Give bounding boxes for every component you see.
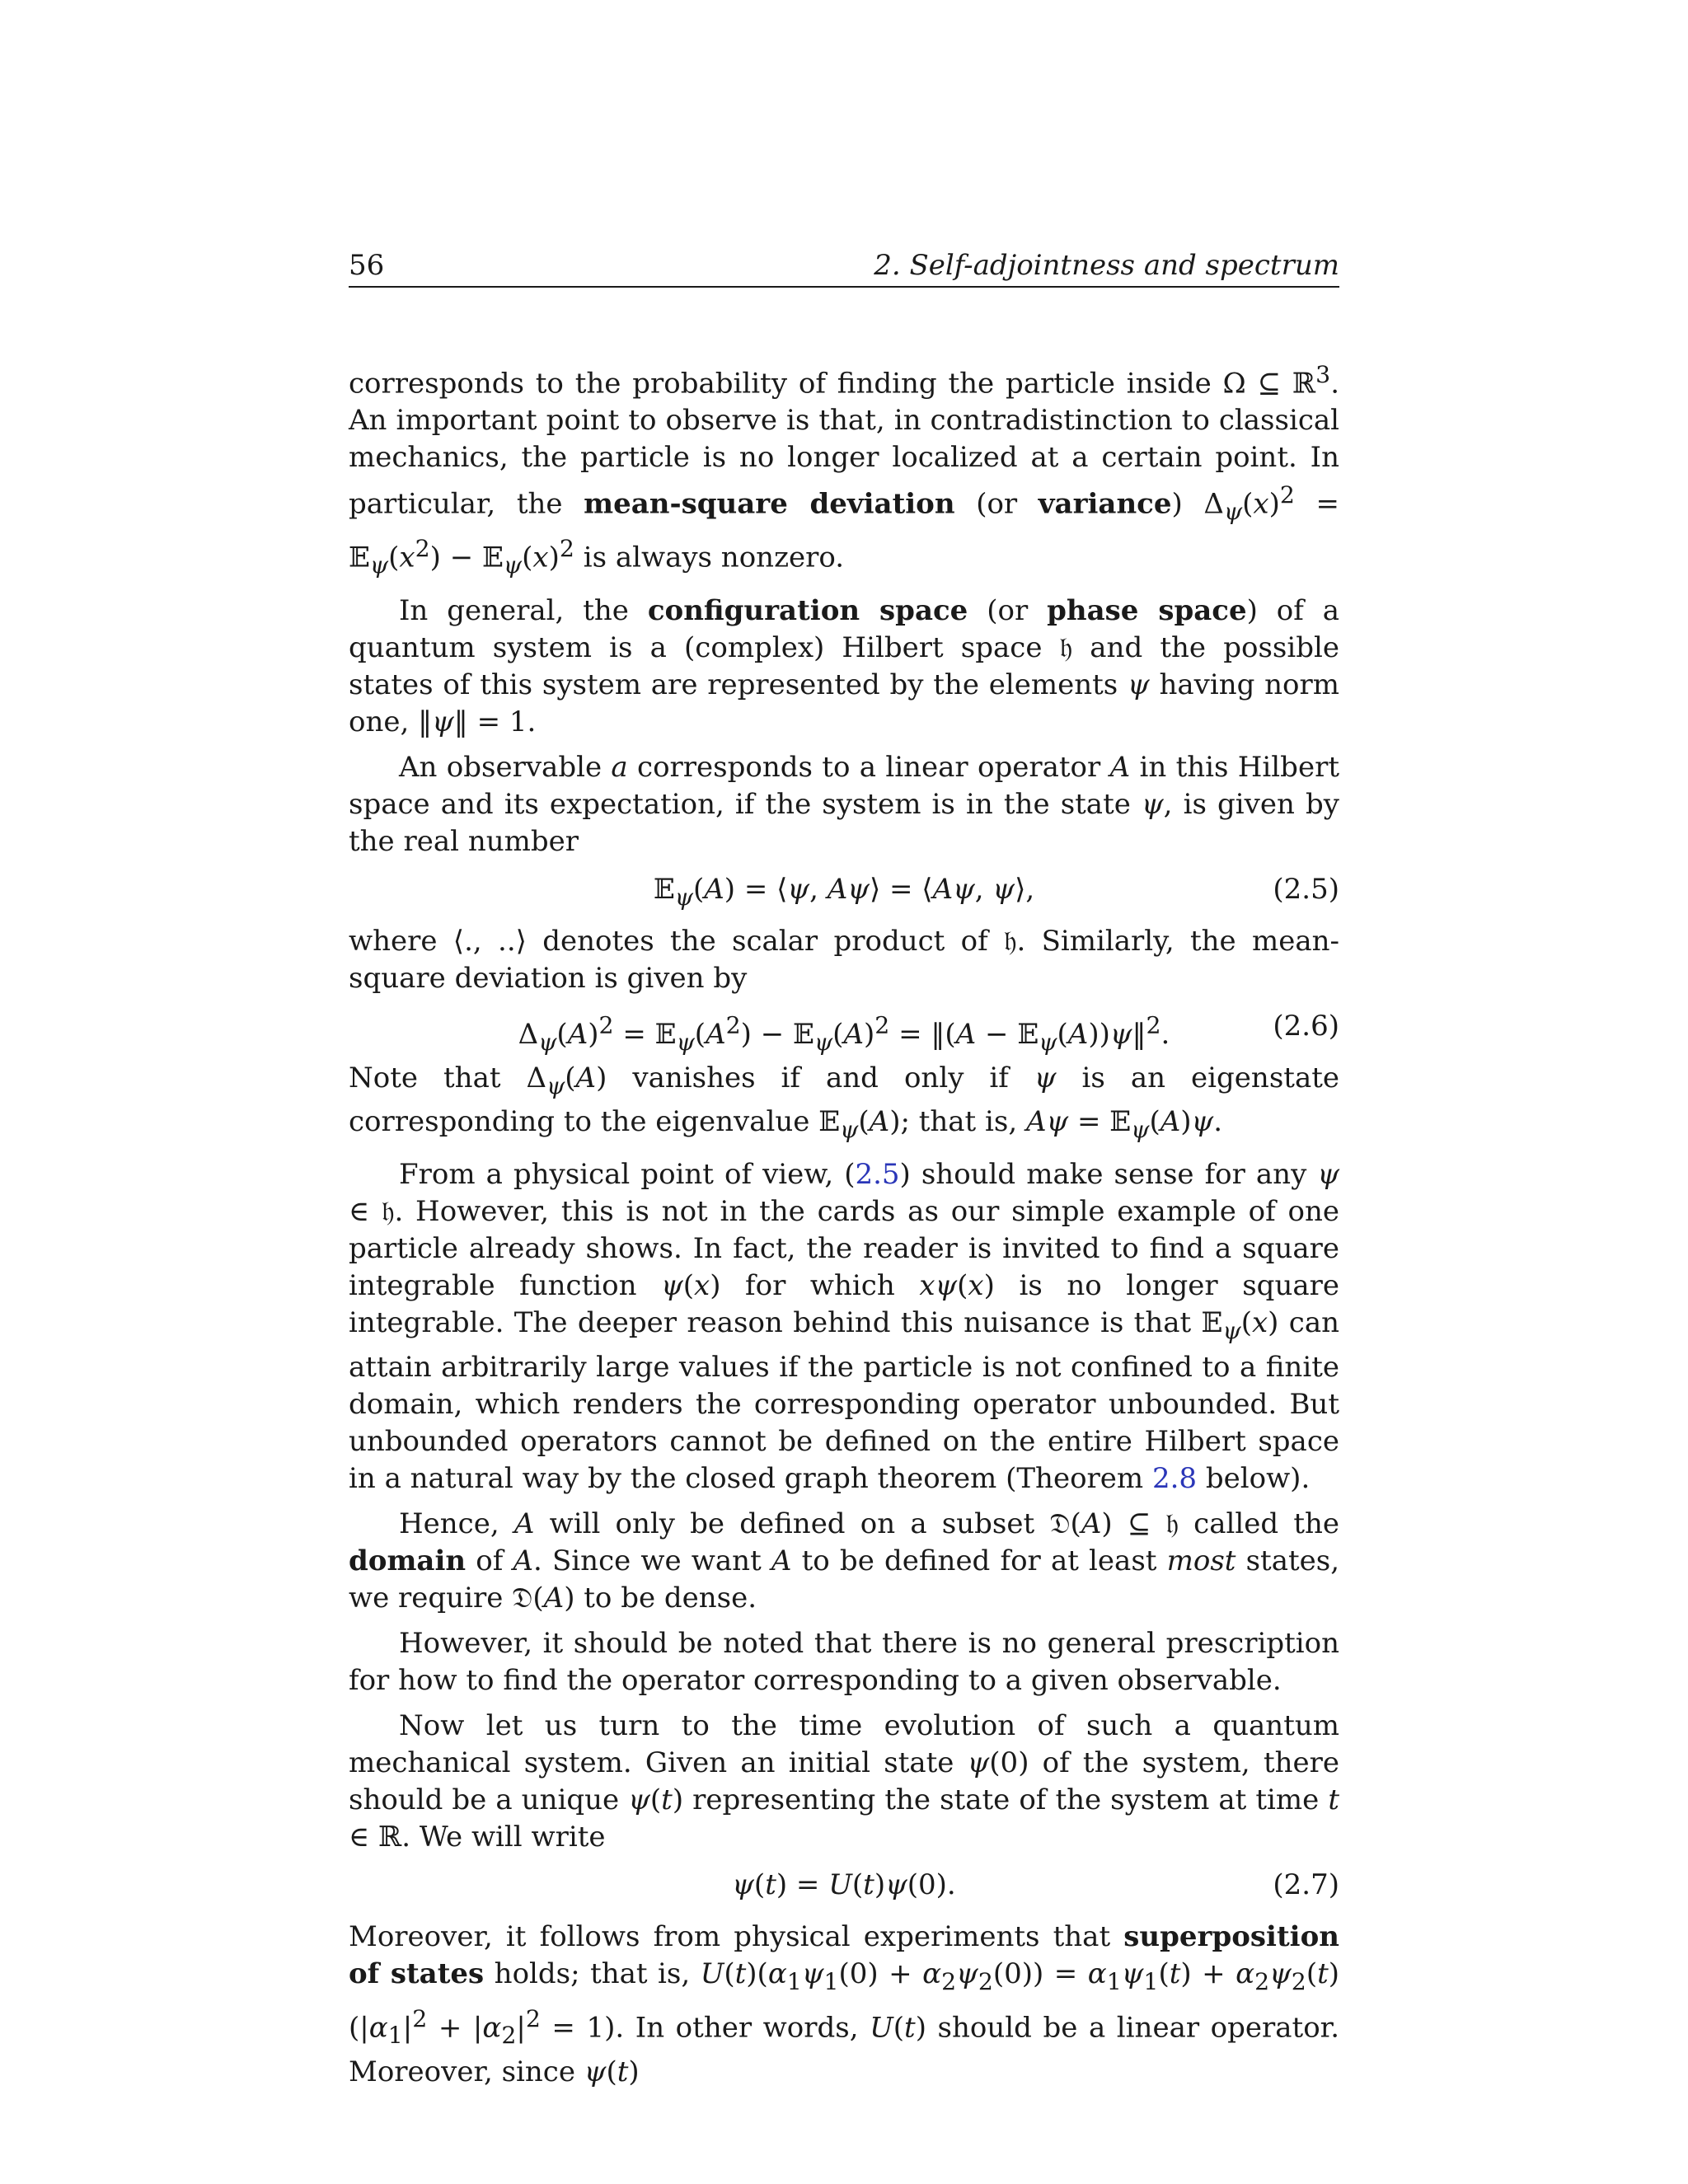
equation-number: (2.7) [1273, 1868, 1339, 1901]
theorem-link-2-8[interactable]: 2.8 [1151, 1461, 1198, 1495]
paragraph-configuration-space: In general, the configuration space (or phase space) of a quantum system is a (complex) Hilbert space 𝔥 and the possible states of this system are represented by the elements ψ having norm one, ‖ψ‖ = 1. [349, 593, 1340, 738]
equation-2-7-body: ψ(t) = U(t)ψ(0). [732, 1868, 956, 1901]
running-title: 2. Self-adjointness and spectrum [874, 249, 1339, 282]
paragraph-scalar-product: where ⟨., ..⟩ denotes the scalar product of 𝔥. Similarly, the mean-square deviation is given by [349, 924, 1339, 995]
page-number: 56 [349, 249, 385, 282]
equation-2-7 [349, 1864, 1339, 1905]
equation-2-6-body: $\Delta_\psi(A)^2$ = $𝔼_\psi(A^2)$ − $𝔼_\psi(A)^2$ = ‖(A − 𝔼$_\psi$(A))ψ‖$^2$. [518, 1011, 1170, 1056]
equation-2-5-body: 𝔼$_\psi$(A) = ⟨ψ, Aψ⟩ = ⟨Aψ, ψ⟩, [653, 872, 1035, 911]
paragraph-domain: Hence, A will only be defined on a subset 𝔇(A) ⊆ 𝔥 called the domain of A. Since we want A to be defined for at least most states, we require 𝔇(A) to be dense. [349, 1507, 1340, 1615]
page-body [349, 356, 1339, 2099]
book-page [349, 0, 1339, 2184]
equation-2-5 [349, 869, 1339, 910]
equation-number: (2.6) [1273, 1009, 1339, 1043]
paragraph-eigenstate: Note that $\Delta_\psi(A)$ vanishes if and only if ψ is an eigenstate corresponding to the eigenvalue 𝔼$_\psi$(A); that is, Aψ = 𝔼$_\psi$(A)ψ. [349, 1061, 1339, 1144]
equation-link-2-5[interactable]: 2.5 [855, 1158, 900, 1192]
equation-2-6 [349, 1005, 1339, 1056]
running-header [349, 245, 1339, 288]
equation-number: (2.5) [1273, 872, 1339, 906]
paragraph-superposition: Moreover, it follows from physical experiments that superposition of states holds; that is, $U(t)(\alpha_1\psi_1(0) + \alpha_2\psi_2(0)) = \alpha_1\psi_1(t) + \alpha_2\psi_2(t) (|\alpha_1|^2 + |\alpha_2|^2 = 1)$. In other words, U(t) should be a linear operator. Moreover, since ψ(t) [349, 1919, 1340, 2088]
paragraph-observable: An observable a corresponds to a linear operator A in this Hilbert space and its expectation, if the system is in the state ψ, is given by the real number [349, 750, 1340, 858]
paragraph-probability: corresponds to the probability of finding the particle inside Ω ⊆ ℝ$^3$. An important point to observe is that, in contradistinction to classical mechanics, the particle is no longer localized at a certain point. In particular, the mean-square deviation (or variance) $\Delta_\psi(x)^2$ = $𝔼_\psi(x^2)$ − $𝔼_\psi(x)^2$ is always nonzero. [349, 361, 1340, 579]
paragraph-time-evolution: Now let us turn to the time evolution of such a quantum mechanical system. Given an initial state ψ(0) of the system, there should be a unique ψ(t) representing the state of the system at time t ∈ ℝ. We will write [349, 1708, 1340, 1854]
paragraph-no-prescription: However, it should be noted that there is no general prescription for how to find the operator corresponding to a given observable. [349, 1626, 1339, 1697]
paragraph-physical-point: From a physical point of view, (2.5) should make sense for any ψ ∈ 𝔥. However, this is not in the cards as our simple example of one particle already shows. In fact, the reader is invited to find a square integrable function ψ(x) for which xψ(x) is no longer square integrable. The deeper reason behind this nuisance is that 𝔼$_\psi$(x) can attain arbitrarily large values if the particle is not confined to a finite domain, which renders the corresponding operator unbounded. But unbounded operators cannot be defined on the entire Hilbert space in a natural way by the closed graph theorem (Theorem 2.8 below). [349, 1158, 1339, 1495]
